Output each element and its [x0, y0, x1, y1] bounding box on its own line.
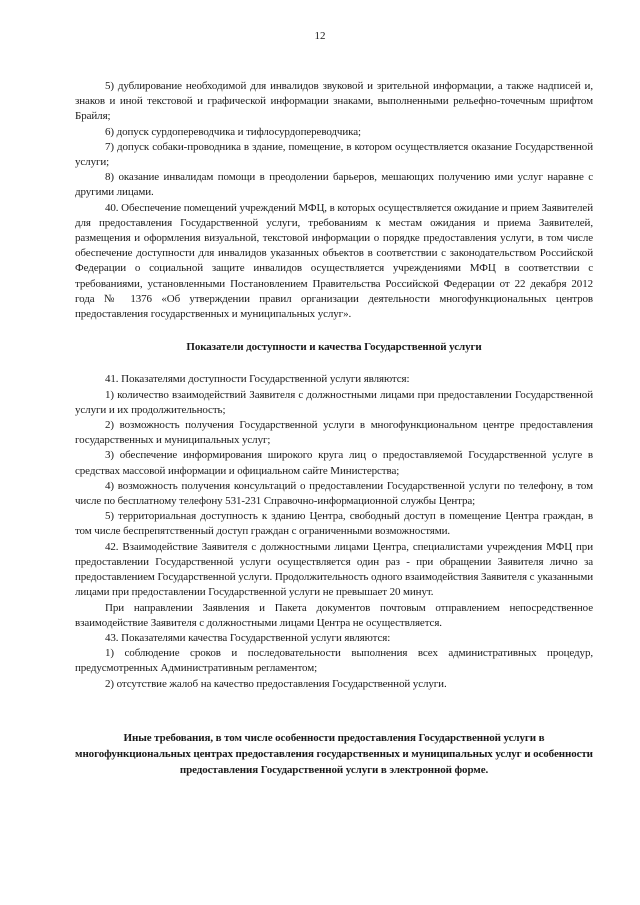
- section-heading-accessibility: Показатели доступности и качества Государственной услуги: [186, 341, 482, 354]
- paragraph-item-5: 5) дублирование необходимой для инвалидов звуковой и зрительной информации, а также надписей и, знаков и иной текстовой и графической информации знаками, выполненными рельефно-точечным шрифтом Брайля;: [75, 80, 593, 123]
- paragraph-41-item-1: 1) количество взаимодействий Заявителя с должностными лицами при предоставлении Государственной услуги и их продолжительность;: [75, 388, 593, 416]
- paragraph-43: 43. Показателями качества Государственной услуги являются:: [105, 631, 391, 644]
- paragraph-41-item-5: 5) территориальная доступность к зданию Центра, свободный доступ в помещение Центра граждан, в том числе беспрепятственный доступ граждан с ограниченными возможностями.: [75, 510, 593, 538]
- document-body: [75, 79, 593, 778]
- paragraph-40: 40. Обеспечение помещений учреждений МФЦ, в которых осуществляется ожидание и прием Заявителей для предоставления Государственной услуги, требованиям к местам ожидания и приема Заявителей, размещения и оформления визуальной, текстовой информации о порядке предоставления услуги, в том числе обеспечение доступности для инвалидов указанных объектов в соответствии с законодательством Российской Федерации о социальной защите инвалидов осуществляется учреждениями МФЦ в соответствии с требованиями, установленными Постановлением Правительства Российской Федерации от 22 декабря 2012 года № 1376 «Об утверждении правил организации деятельности многофункциональных центров предоставления государственных и муниципальных услуг».: [75, 201, 593, 321]
- paragraph-41-item-2: 2) возможность получения Государственной услуги в многофункциональном центре предоставления государственных и муниципальных услуг;: [75, 419, 593, 447]
- section-heading-other-requirements: Иные требования, в том числе особенности предоставления Государственной услуги в многофункциональных центрах предоставления государственных и муниципальных услуг и особенности предоставления Государственной услуги в электронной форме.: [75, 731, 593, 776]
- paragraph-42-postal: При направлении Заявления и Пакета документов почтовым отправлением непосредственное взаимодействие Заявителя с должностными лицами Центра не осуществляется.: [75, 601, 593, 629]
- paragraph-43-item-2: 2) отсутствие жалоб на качество предоставления Государственной услуги.: [105, 677, 447, 690]
- paragraph-41: 41. Показателями доступности Государственной услуги являются:: [105, 373, 410, 386]
- paragraph-item-8: 8) оказание инвалидам помощи в преодолении барьеров, мешающих получению ими услуг наравне с другими лицами.: [75, 171, 593, 199]
- page-number: 12: [314, 30, 326, 42]
- paragraph-item-7: 7) допуск собаки-проводника в здание, помещение, в котором осуществляется оказание Государственной услуги;: [75, 140, 593, 169]
- paragraph-42: 42. Взаимодействие Заявителя с должностными лицами Центра, специалистами учреждения МФЦ при предоставлении Государственной услуги осуществляется один раз - при обращении Заявителя лично за предоставлением Государственной услуги. Продолжительность одного взаимодействия Заявителя с указанными лицами при предоставлении Государственной услуги не превышает 20 минут.: [75, 540, 593, 599]
- paragraph-41-item-4: 4) возможность получения консультаций о предоставлении Государственной услуги по телефону, в том числе по бесплатному телефону 531-231 Справочно-информационной службы Центра;: [75, 479, 593, 508]
- paragraph-43-item-1: 1) соблюдение сроков и последовательности выполнения всех административных процедур, предусмотренных Административным регламентом;: [75, 647, 593, 675]
- paragraph-41-item-3: 3) обеспечение информирования широкого круга лиц о предоставляемой Государственной услуге в средствах массовой информации и официальном сайте Министерства;: [75, 449, 593, 477]
- paragraph-item-6: 6) допуск сурдопереводчика и тифлосурдопереводчика;: [105, 125, 361, 138]
